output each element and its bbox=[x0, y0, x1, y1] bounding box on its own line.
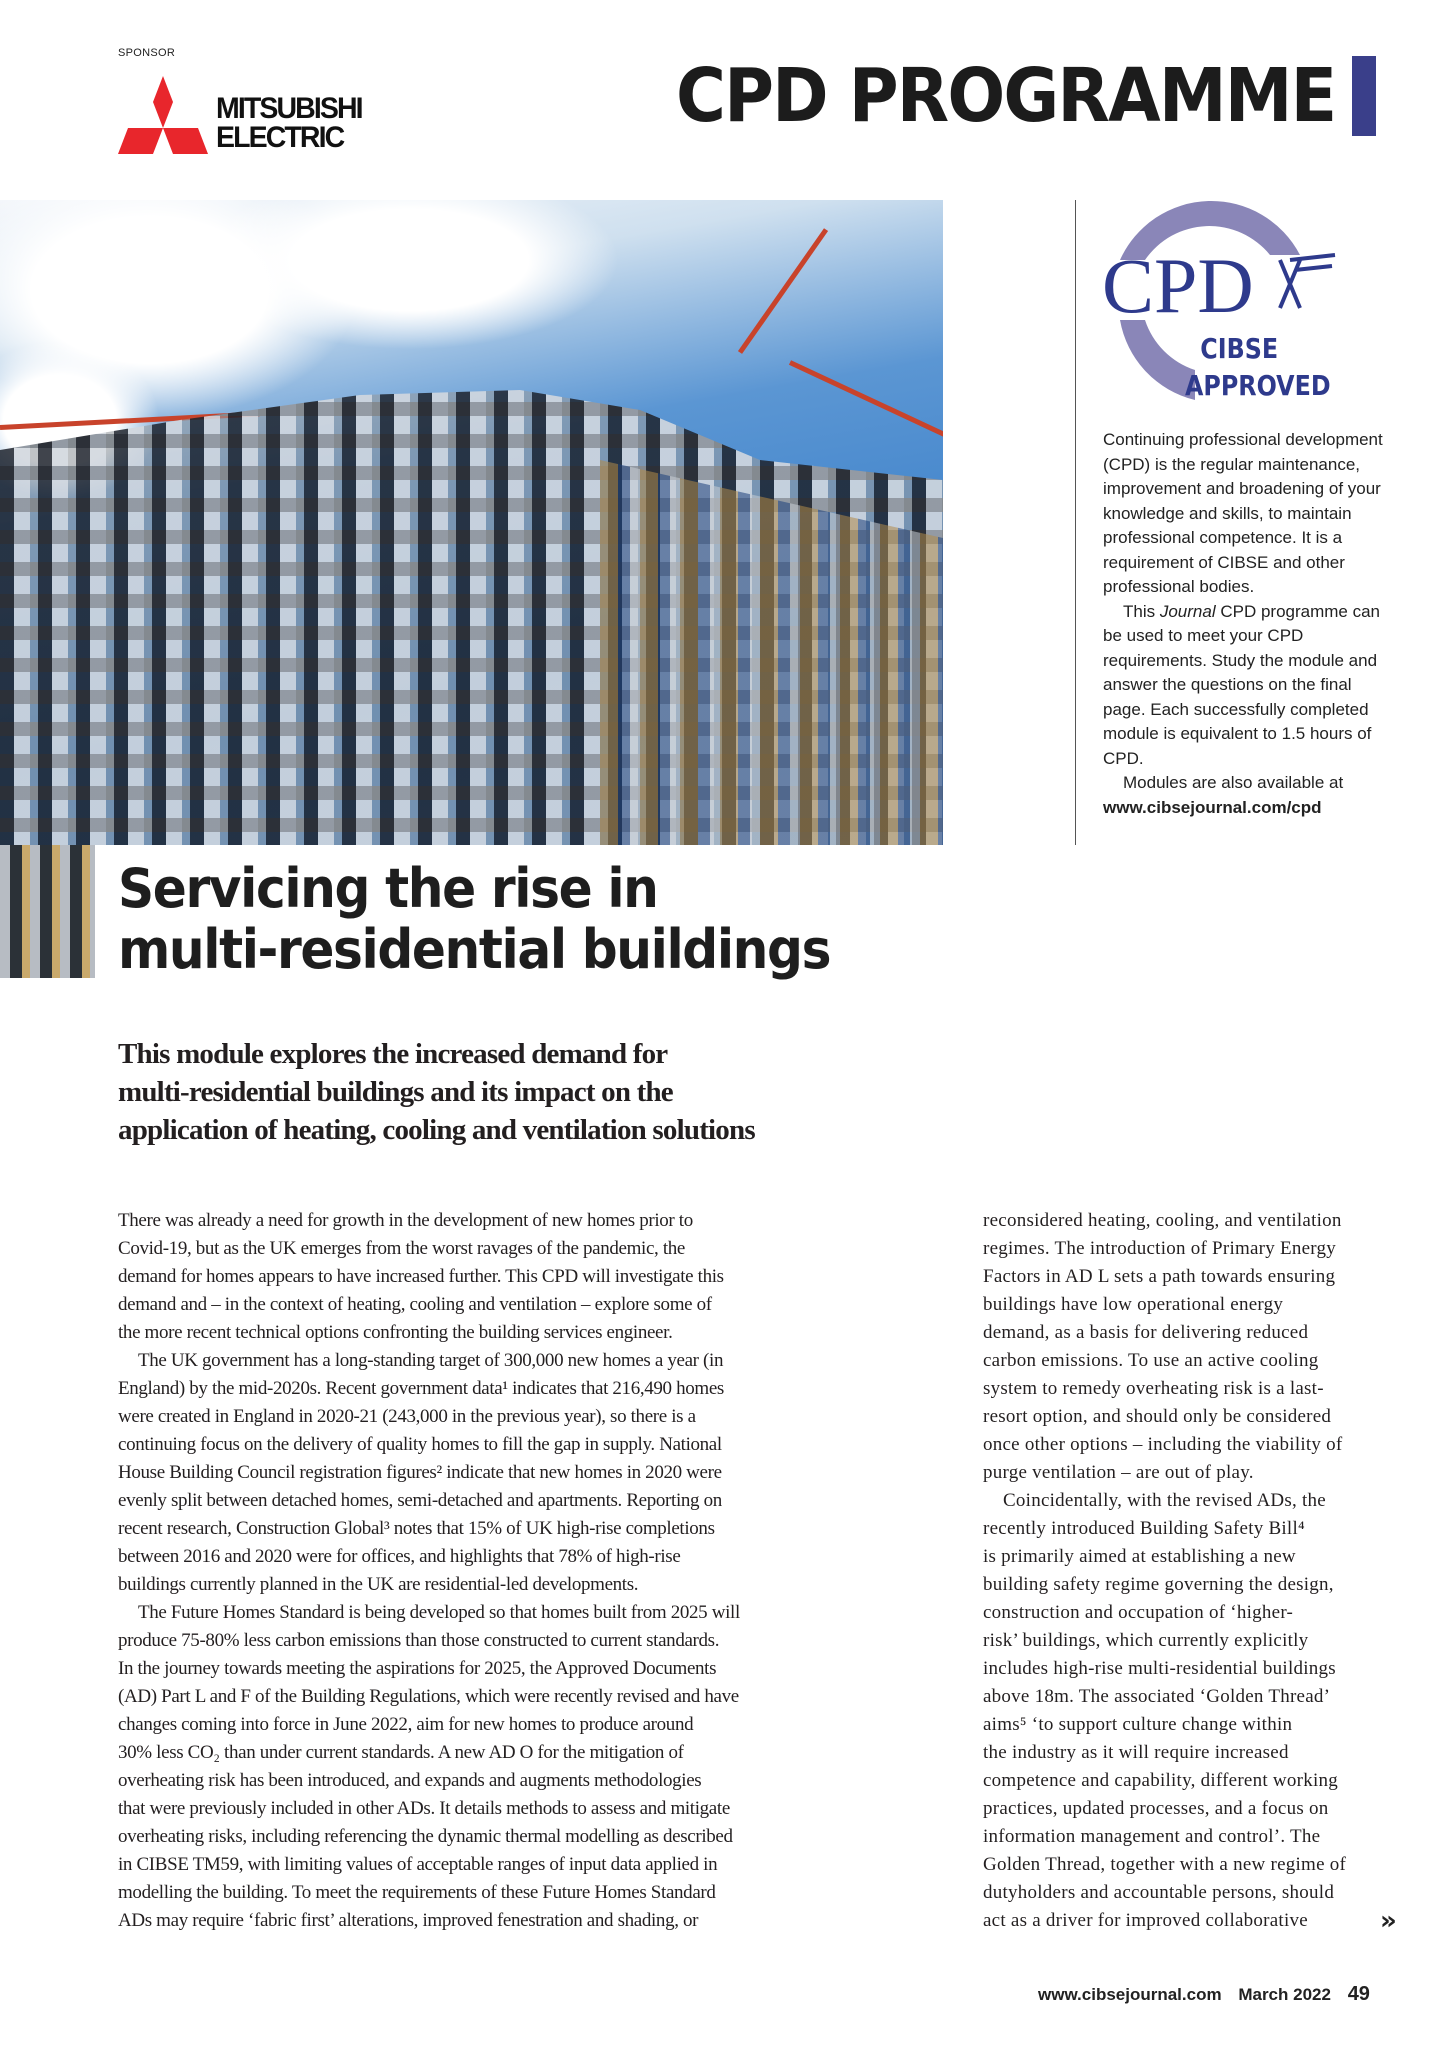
page-number: 49 bbox=[1347, 1983, 1370, 2005]
body-line: information management and control’. The bbox=[983, 1826, 1321, 1847]
journal-emphasis: Journal bbox=[1159, 601, 1216, 621]
footer-date: March 2022 bbox=[1238, 1985, 1331, 2004]
standfirst-line: This module explores the increased demand for bbox=[118, 1038, 668, 1070]
body-line: system to remedy overheating risk is a last- bbox=[983, 1378, 1324, 1399]
body-line: produce 75-80% less carbon emissions than those constructed to current standards. bbox=[118, 1630, 720, 1651]
section-title: CPD PROGRAMME bbox=[676, 53, 1336, 139]
body-line: once other options – including the viability of bbox=[983, 1434, 1343, 1455]
standfirst-line: application of heating, cooling and ventilation solutions bbox=[118, 1114, 755, 1146]
body-line: demand, as a basis for delivering reduced bbox=[983, 1322, 1309, 1343]
continue-arrow-icon: » bbox=[1380, 1906, 1397, 1936]
page-footer bbox=[1038, 1983, 1382, 2006]
body-line: aims⁵ ‘to support culture change within bbox=[983, 1714, 1293, 1735]
sponsor-label: SPONSOR bbox=[118, 47, 176, 59]
body-line: Factors in AD L sets a path towards ensuring bbox=[983, 1266, 1336, 1287]
body-line: the industry as it will require increased bbox=[983, 1742, 1289, 1763]
body-line: England) by the mid-2020s. Recent government data¹ indicates that 216,490 homes bbox=[118, 1378, 724, 1399]
body-line: that were previously included in other ADs. It details methods to assess and mitigate bbox=[118, 1798, 730, 1819]
body-line: act as a driver for improved collaborative bbox=[983, 1910, 1308, 1931]
footer-url[interactable]: www.cibsejournal.com bbox=[1038, 1985, 1222, 2004]
body-line: above 18m. The associated ‘Golden Thread’ bbox=[983, 1686, 1331, 1707]
body-line: purge ventilation – are out of play. bbox=[983, 1462, 1254, 1483]
body-line: practices, updated processes, and a focus on bbox=[983, 1798, 1329, 1819]
cpd-website-link[interactable]: www.cibsejournal.com/cpd bbox=[1103, 797, 1322, 817]
body-line: competence and capability, different working bbox=[983, 1770, 1338, 1791]
standfirst-line: multi-residential buildings and its impact on the bbox=[118, 1076, 673, 1108]
body-line: regimes. The introduction of Primary Energy bbox=[983, 1238, 1337, 1259]
body-line: in CIBSE TM59, with limiting values of acceptable ranges of input data applied in bbox=[118, 1854, 718, 1875]
article-title bbox=[118, 858, 830, 980]
text: CPD programme can be used to meet your CPD requirements. Study the module and answer the questions on the final page. Each successfully completed module is equivalent to 1.5 hours of CPD. bbox=[1103, 601, 1380, 768]
title-line: Servicing the rise in bbox=[118, 857, 658, 920]
building-photo bbox=[0, 200, 943, 845]
cpd-cibse-approved-logo bbox=[1100, 200, 1340, 405]
body-line: includes high-rise multi-residential buildings bbox=[983, 1658, 1336, 1679]
body-line: construction and occupation of ‘higher- bbox=[983, 1602, 1294, 1623]
standfirst bbox=[118, 1035, 838, 1149]
body-line: carbon emissions. To use an active cooling bbox=[983, 1350, 1319, 1371]
cibse-text: CIBSE bbox=[1200, 333, 1279, 366]
body-line: Golden Thread, together with a new regime of bbox=[983, 1854, 1347, 1875]
body-line: the more recent technical options confronting the building services engineer. bbox=[118, 1322, 673, 1343]
body-line: is primarily aimed at establishing a new bbox=[983, 1546, 1296, 1567]
body-line: 30% less CO₂ than under current standards. A new AD O for the mitigation of bbox=[118, 1742, 684, 1763]
body-line: overheating risk has been introduced, and expands and augments methodologies bbox=[118, 1770, 702, 1791]
sidebar-paragraph: Continuing professional development (CPD) is the regular maintenance, improvement and broadening of your knowledge and skills, to maintain professional competence. It is a requirement of CIBSE and other professional bodies. bbox=[1103, 430, 1383, 596]
accent-bar bbox=[1352, 56, 1376, 136]
body-line: building safety regime governing the design, bbox=[983, 1574, 1334, 1595]
body-line: The Future Homes Standard is being developed so that homes built from 2025 will bbox=[138, 1602, 740, 1623]
body-line: reconsidered heating, cooling, and ventilation bbox=[983, 1210, 1342, 1231]
body-column-left bbox=[118, 1207, 740, 1935]
mitsubishi-diamonds-logo bbox=[118, 76, 208, 156]
mitsubishi-electric-wordmark bbox=[216, 94, 362, 152]
body-line: modelling the building. To meet the requirements of these Future Homes Standard bbox=[118, 1882, 716, 1903]
body-line: buildings have low operational energy bbox=[983, 1294, 1284, 1315]
cpd-logo-text: CPD bbox=[1102, 242, 1254, 329]
body-line: The UK government has a long-standing target of 300,000 new homes a year (in bbox=[138, 1350, 724, 1371]
body-line: recent research, Construction Global³ notes that 15% of UK high-rise completions bbox=[118, 1518, 715, 1539]
sidebar-paragraph: Modules are also available at bbox=[1123, 773, 1344, 792]
text: This bbox=[1123, 601, 1160, 621]
body-line: Coincidentally, with the revised ADs, the bbox=[1003, 1490, 1326, 1511]
body-line: overheating risks, including referencing the dynamic thermal modelling as described bbox=[118, 1826, 733, 1847]
body-line: (AD) Part L and F of the Building Regulations, which were recently revised and have bbox=[118, 1686, 739, 1707]
body-line: dutyholders and accountable persons, should bbox=[983, 1882, 1335, 1903]
body-column-right bbox=[983, 1207, 1346, 1935]
body-line: House Building Council registration figures² indicate that new homes in 2020 were bbox=[118, 1462, 722, 1483]
body-line: were created in England in 2020-21 (243,000 in the previous year), so there is a bbox=[118, 1406, 696, 1427]
body-line: demand for homes appears to have increased further. This CPD will investigate this bbox=[118, 1266, 724, 1287]
body-line: ADs may require ‘fabric first’ alterations, improved fenestration and shading, or bbox=[118, 1910, 699, 1931]
body-line: between 2016 and 2020 were for offices, and highlights that 78% of high-rise bbox=[118, 1546, 681, 1567]
logo-line: MITSUBISHI bbox=[216, 92, 362, 125]
body-line: demand and – in the context of heating, cooling and ventilation – explore some of bbox=[118, 1294, 712, 1315]
sidebar-paragraph bbox=[1103, 600, 1383, 772]
body-line: resort option, and should only be considered bbox=[983, 1406, 1332, 1427]
body-line: There was already a need for growth in the development of new homes prior to bbox=[118, 1210, 693, 1231]
body-line: buildings currently planned in the UK are residential-led developments. bbox=[118, 1574, 639, 1595]
body-line: risk’ buildings, which currently explicitly bbox=[983, 1630, 1309, 1651]
body-line: recently introduced Building Safety Bill⁴ bbox=[983, 1518, 1305, 1539]
column-divider bbox=[1075, 200, 1076, 845]
photo-extension bbox=[0, 845, 95, 978]
body-line: In the journey towards meeting the aspirations for 2025, the Approved Documents bbox=[118, 1658, 717, 1679]
body-line: evenly split between detached homes, semi-detached and apartments. Reporting on bbox=[118, 1490, 722, 1511]
title-line: multi-residential buildings bbox=[118, 918, 831, 981]
logo-line: ELECTRIC bbox=[216, 121, 344, 154]
body-line: Covid-19, but as the UK emerges from the worst ravages of the pandemic, the bbox=[118, 1238, 685, 1259]
cpd-info-sidebar bbox=[1103, 428, 1383, 820]
body-line: continuing focus on the delivery of quality homes to fill the gap in supply. National bbox=[118, 1434, 722, 1455]
body-line: changes coming into force in June 2022, aim for new homes to produce around bbox=[118, 1714, 694, 1735]
approved-text: APPROVED bbox=[1185, 370, 1331, 403]
